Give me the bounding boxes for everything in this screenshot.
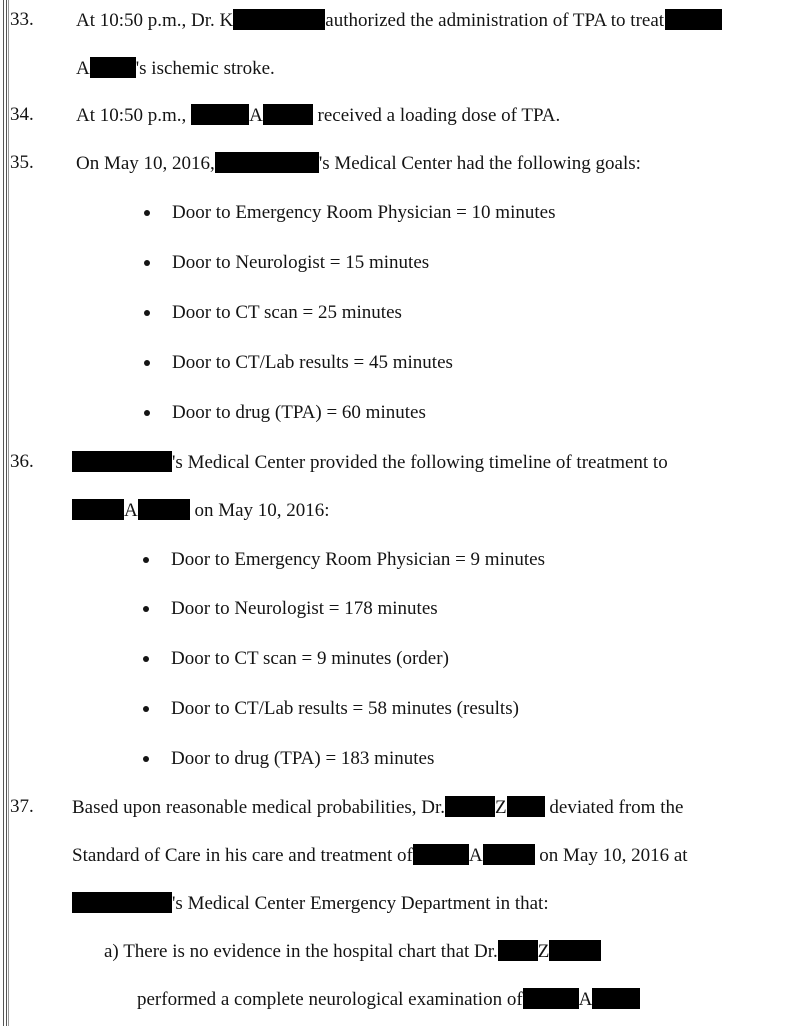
bullet-icon [143, 606, 149, 612]
redaction-bar [665, 9, 722, 30]
goal-item: Door to CT/Lab results = 45 minutes [172, 352, 453, 373]
text: There is no evidence in the hospital chart that Dr. [123, 941, 498, 962]
text: Z [537, 941, 550, 962]
redaction-bar [191, 104, 249, 125]
redaction-bar [138, 499, 190, 520]
margin-rule [6, 0, 7, 1026]
redaction-bar [483, 844, 535, 865]
timeline-item: Door to CT scan = 9 minutes (order) [171, 648, 449, 669]
redaction-bar [263, 104, 313, 125]
goal-item: Door to Neurologist = 15 minutes [172, 252, 430, 273]
paragraph-37-line-1 [72, 796, 683, 819]
text: Z [495, 797, 507, 818]
bullet-icon [144, 260, 150, 266]
sub-item-label: a) [104, 941, 119, 962]
bullet-icon [144, 210, 150, 216]
redaction-bar [72, 499, 124, 520]
bullet-icon [144, 310, 150, 316]
goal-item: Door to CT scan = 25 minutes [172, 302, 402, 323]
redaction-bar [498, 940, 538, 961]
goal-item: Door to drug (TPA) = 60 minutes [172, 402, 426, 423]
timeline-item: Door to CT/Lab results = 58 minutes (results) [171, 698, 519, 719]
bullet-icon [143, 557, 149, 563]
goal-item: Door to Emergency Room Physician = 10 minutes [172, 202, 556, 223]
paragraph-33-line-2 [76, 57, 275, 80]
text: deviated from the [549, 797, 684, 818]
bullet-icon [144, 360, 150, 366]
text: authorized the administration of TPA to treat [325, 10, 665, 31]
paragraph-number: 37. [10, 796, 34, 817]
redaction-bar [90, 57, 136, 78]
redaction-bar [233, 9, 325, 30]
text: A [578, 989, 593, 1010]
paragraph-number: 36. [10, 451, 34, 472]
text: At 10:50 p.m., [76, 105, 187, 126]
bullet-icon [143, 656, 149, 662]
margin-rule [8, 0, 9, 1026]
text: received a loading dose of TPA. [317, 105, 561, 126]
timeline-item: Door to Neurologist = 178 minutes [171, 598, 438, 619]
paragraph-34 [76, 104, 560, 127]
redaction-bar [445, 796, 495, 817]
paragraph-37-line-3 [72, 892, 549, 915]
paragraph-36-line-2 [72, 499, 330, 522]
timeline-item: Door to drug (TPA) = 183 minutes [171, 748, 435, 769]
redaction-bar [413, 844, 469, 865]
text: 's Medical Center had the following goals: [318, 153, 641, 174]
timeline-item: Door to Emergency Room Physician = 9 minutes [171, 549, 545, 570]
text: A [249, 105, 263, 126]
redaction-bar [549, 940, 601, 961]
paragraph-number: 34. [10, 104, 34, 125]
redaction-bar [215, 152, 319, 173]
redaction-bar [507, 796, 545, 817]
text: A [76, 58, 90, 79]
text: At 10:50 p.m., Dr. K [76, 10, 234, 31]
text: A [124, 500, 138, 521]
paragraph-number: 35. [10, 152, 34, 173]
text: A [468, 845, 483, 866]
bullet-icon [144, 410, 150, 416]
redaction-bar [592, 988, 640, 1009]
paragraph-35 [76, 152, 641, 175]
text: On May 10, 2016, [76, 153, 215, 174]
sub-item-a-line-2 [137, 988, 640, 1011]
text: 's Medical Center Emergency Department in that: [172, 893, 549, 914]
redaction-bar [72, 451, 172, 472]
text: Standard of Care in his care and treatment of [72, 845, 413, 866]
paragraph-33-line-1 [76, 9, 722, 32]
redaction-bar [523, 988, 579, 1009]
text: performed a complete neurological examination of [137, 989, 523, 1010]
margin-rule [3, 0, 4, 1026]
paragraph-37-line-2 [72, 844, 688, 867]
sub-item-a-line-1 [104, 940, 601, 963]
bullet-icon [143, 706, 149, 712]
bullet-icon [143, 756, 149, 762]
text: Based upon reasonable medical probabilities, Dr. [72, 797, 446, 818]
paragraph-36-line-1 [72, 451, 668, 474]
text: on May 10, 2016: [194, 500, 330, 521]
text: 's Medical Center provided the following timeline of treatment to [172, 452, 668, 473]
paragraph-number: 33. [10, 9, 34, 30]
text: 's ischemic stroke. [135, 58, 275, 79]
redaction-bar [72, 892, 172, 913]
text: on May 10, 2016 at [539, 845, 688, 866]
